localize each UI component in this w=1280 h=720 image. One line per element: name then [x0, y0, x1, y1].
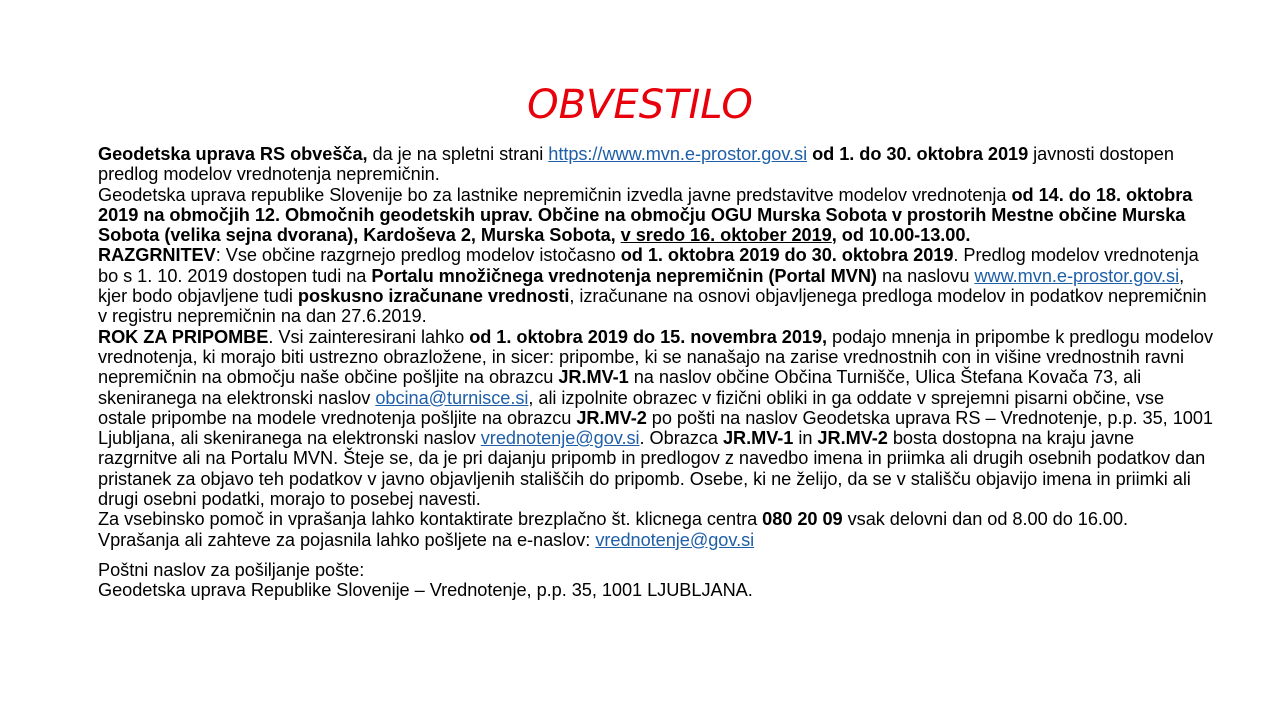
questions-email-link[interactable]: vrednotenje@gov.si	[595, 529, 755, 550]
text-bold: od 14. do 18. oktobra 2019 na območjih 12. Območnih geodetskih uprav. Občine na območju OGU Murska Sobota v prostorih Mestne občine Murska Sobota (velika sejna dvorana), Kardoševa 2, Murska Sobota,	[98, 184, 1193, 246]
text: . Obrazca	[639, 428, 723, 449]
paragraph-questions	[98, 530, 1214, 550]
text-bold: poskusno izračunane vrednosti	[297, 286, 570, 307]
notice-title: OBVESTILO	[527, 82, 753, 128]
text-bold: od 1. oktobra 2019 do 15. novembra 2019,	[469, 326, 828, 347]
text: Za vsebinsko pomoč in vprašanja lahko kontaktirate brezplačno št. klicnega centra	[98, 509, 763, 530]
text: . Vsi zainteresirani lahko	[268, 326, 470, 347]
paragraph-rok-za-pripombe	[98, 327, 1214, 510]
text-bold: JR.MV-1	[558, 367, 629, 388]
mvn-eprostor-link[interactable]: www.mvn.e-prostor.gov.si	[974, 265, 1180, 286]
text: vsak delovni dan od 8.00 do 16.00.	[842, 509, 1129, 530]
postal-address-label: Poštni naslov za pošiljanje pošte:	[98, 559, 365, 580]
text-bold: , od 10.00-13.00.	[831, 225, 971, 246]
text: : Vse občine razgrnejo predlog modelov istočasno	[215, 245, 621, 266]
vrednotenje-email-link[interactable]: vrednotenje@gov.si	[480, 428, 640, 449]
paragraph-announcement	[98, 144, 1214, 185]
mvn-portal-link[interactable]: https://www.mvn.e-prostor.gov.si	[548, 144, 808, 164]
text-bold: JR.MV-2	[576, 407, 647, 428]
text: da je na spletni strani	[367, 144, 549, 164]
text-bold: Geodetska uprava RS obvešča,	[98, 144, 368, 164]
text-bold: ROK ZA PRIPOMBE	[98, 326, 269, 347]
text: . Predlog modelov vrednotenja bo s 1. 10. 2019 dostopen tudi na	[98, 245, 1199, 286]
postal-address: Geodetska uprava Republike Slovenije – Vrednotenje, p.p. 35, 1001 LJUBLJANA.	[98, 580, 753, 601]
text: na naslovu	[876, 265, 975, 286]
paragraph-postal-address	[98, 560, 1214, 601]
text-bold: JR.MV-1	[722, 428, 794, 449]
text-bold-underlined: v sredo 16. oktober 2019	[620, 225, 832, 246]
paragraph-call-center	[98, 509, 1214, 529]
paragraph-presentations	[98, 185, 1214, 246]
text: Geodetska uprava republike Slovenije bo za lastnike nepremičnin izvedla javne predstavitve modelov vrednotenja	[98, 184, 1012, 205]
text: in	[793, 428, 818, 449]
text-bold: RAZGRNITEV	[98, 245, 216, 266]
text: na naslov občine Občina Turnišče, Ulica Štefana Kovača 73, ali skeniranega na elektronski naslov	[98, 367, 1142, 408]
text: po pošti na naslov Geodetska uprava RS – Vrednotenje, p.p. 35, 1001 Ljubljana, ali skeniranega na elektronski naslov	[98, 407, 1213, 449]
phone-number: 080 20 09	[762, 509, 843, 530]
text-bold: od 1. do 30. oktobra 2019	[812, 144, 1029, 164]
text: , izračunane na osnovi objavljenega predloga modelov in podatkov nepremičnin v registru nepremičnin na dan 27.6.2019.	[98, 286, 1207, 327]
text: , kjer bodo objavljene tudi	[98, 265, 1185, 307]
notice-body	[98, 144, 1214, 601]
obcina-email-link[interactable]: obcina@turnisce.si	[375, 387, 529, 408]
paragraph-razgrnitev	[98, 245, 1214, 326]
text: , ali izpolnite obrazec v fizični obliki in ga oddate v sprejemni pisarni občine, vse ostale pripombe na modele vrednotenja pošljite na obrazcu	[98, 387, 1165, 428]
text: bosta dostopna na kraju javne razgrnitve ali na Portalu MVN. Šteje se, da je pri dajanju pripomb in predlogov z navedbo imena in priimka ali drugih osebnih podatkov dan pristanek za objavo teh podatkov v javno objavljenih stališčih do pripomb. Osebe, ki ne želijo, da se v stališču objavijo imena in priimki ali drugi osebni podatki, morajo to posebej navesti.	[98, 428, 1206, 510]
text: javnosti dostopen predlog modelov vrednotenja nepremičnin.	[98, 144, 1174, 185]
text-bold: Portalu množičnega vrednotenja nepremičnin (Portal MVN)	[371, 265, 877, 286]
text-bold: JR.MV-2	[817, 428, 888, 449]
text: Vprašanja ali zahteve za pojasnila lahko pošljete na e-naslov:	[98, 529, 596, 550]
text-bold: od 1. oktobra 2019 do 30. oktobra 2019	[620, 245, 954, 266]
text: podajo mnenja in pripombe k predlogu modelov vrednotenja, ki morajo biti ustrezno obrazložene, in sicer: pripombe, ki se nanašajo na zarise vrednostnih con in višine vrednostnih ravni nepremičnin na območju naše občine pošljite na obrazcu	[98, 326, 1214, 388]
